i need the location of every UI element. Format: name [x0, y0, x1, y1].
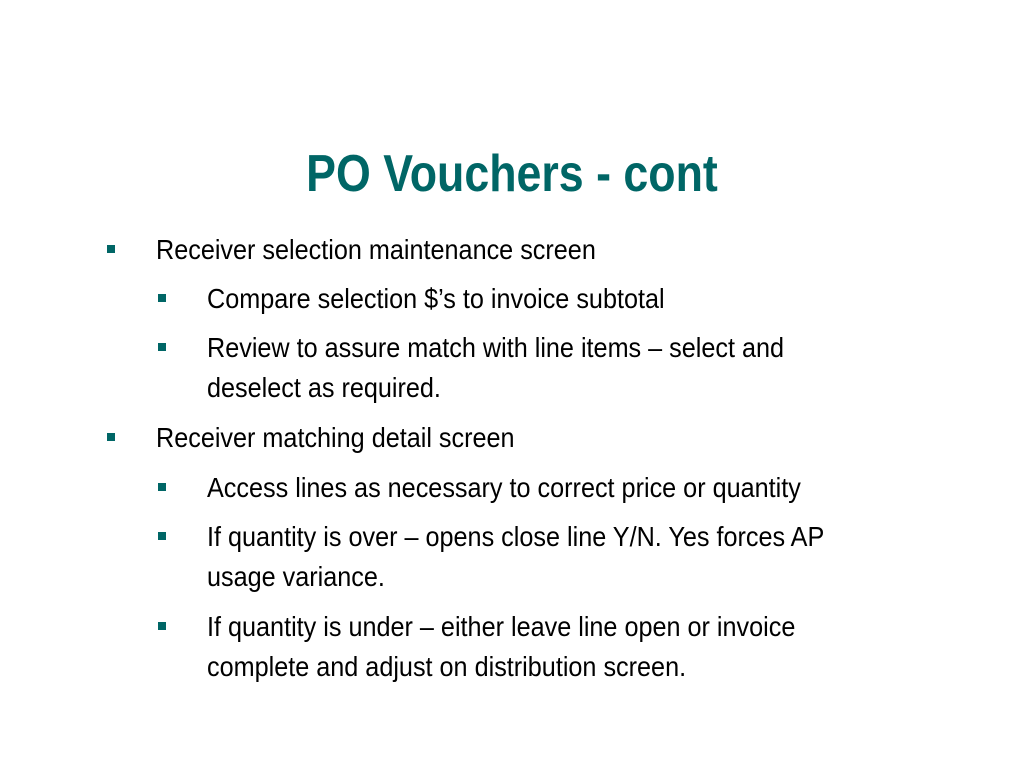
square-bullet-icon [107, 433, 115, 441]
bullet-text: Receiver selection maintenance screen [156, 234, 596, 265]
bullet-text: Access lines as necessary to correct price or quantity [207, 472, 801, 503]
square-bullet-icon [158, 622, 166, 630]
bullet-text-continuation: deselect as required. [207, 372, 441, 403]
square-bullet-icon [107, 245, 115, 253]
bullet-text-continuation: complete and adjust on distribution screen. [207, 651, 687, 682]
square-bullet-icon [158, 343, 166, 351]
bullet-text-continuation: usage variance. [207, 561, 385, 592]
bullet-text: If quantity is under – either leave line open or invoice [207, 611, 796, 642]
square-bullet-icon [158, 532, 166, 540]
bullet-text: Review to assure match with line items – select and [207, 332, 785, 363]
square-bullet-icon [158, 294, 166, 302]
slide-title: PO Vouchers - cont [306, 145, 718, 203]
square-bullet-icon [158, 483, 166, 491]
bullet-text: Compare selection $’s to invoice subtotal [207, 283, 665, 314]
bullet-text: Receiver matching detail screen [156, 422, 515, 453]
bullet-text: If quantity is over – opens close line Y/N. Yes forces AP [207, 521, 825, 552]
